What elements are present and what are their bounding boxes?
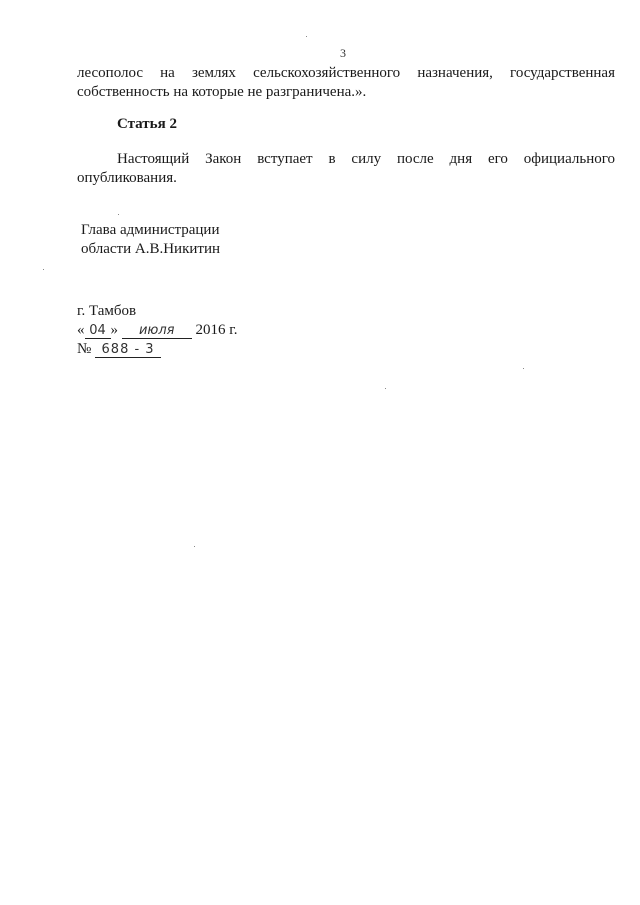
date-month: июля bbox=[122, 323, 192, 339]
place: г. Тамбов bbox=[77, 303, 137, 319]
scan-speck bbox=[523, 368, 524, 369]
date-day: 04 bbox=[85, 323, 111, 339]
number-prefix: № bbox=[77, 341, 92, 357]
scan-speck bbox=[385, 388, 386, 389]
article-heading: Статья 2 bbox=[117, 116, 177, 132]
signature-block bbox=[81, 221, 220, 259]
scan-speck bbox=[194, 546, 195, 547]
date-line bbox=[77, 321, 237, 340]
date-year: 2016 г. bbox=[195, 322, 238, 338]
number-value: 688 - 3 bbox=[95, 342, 161, 358]
continuation-paragraph: лесополос на землях сельскохозяйственного назначения, государственная собственность на которые не разграничена.». bbox=[77, 65, 615, 100]
article-body: Настоящий Закон вступает в силу после дня его официального опубликования. bbox=[77, 151, 615, 186]
number-line bbox=[77, 340, 237, 359]
date-open-quote: « bbox=[77, 322, 85, 338]
signature-title: Глава администрации bbox=[81, 222, 220, 238]
page-number: 3 bbox=[340, 46, 346, 60]
date-close-quote: » bbox=[110, 322, 118, 338]
scan-speck bbox=[118, 214, 119, 215]
place-date-block bbox=[77, 302, 237, 359]
scan-speck bbox=[43, 269, 44, 270]
scan-speck bbox=[306, 36, 307, 37]
signature-name: области А.В.Никитин bbox=[81, 241, 221, 257]
